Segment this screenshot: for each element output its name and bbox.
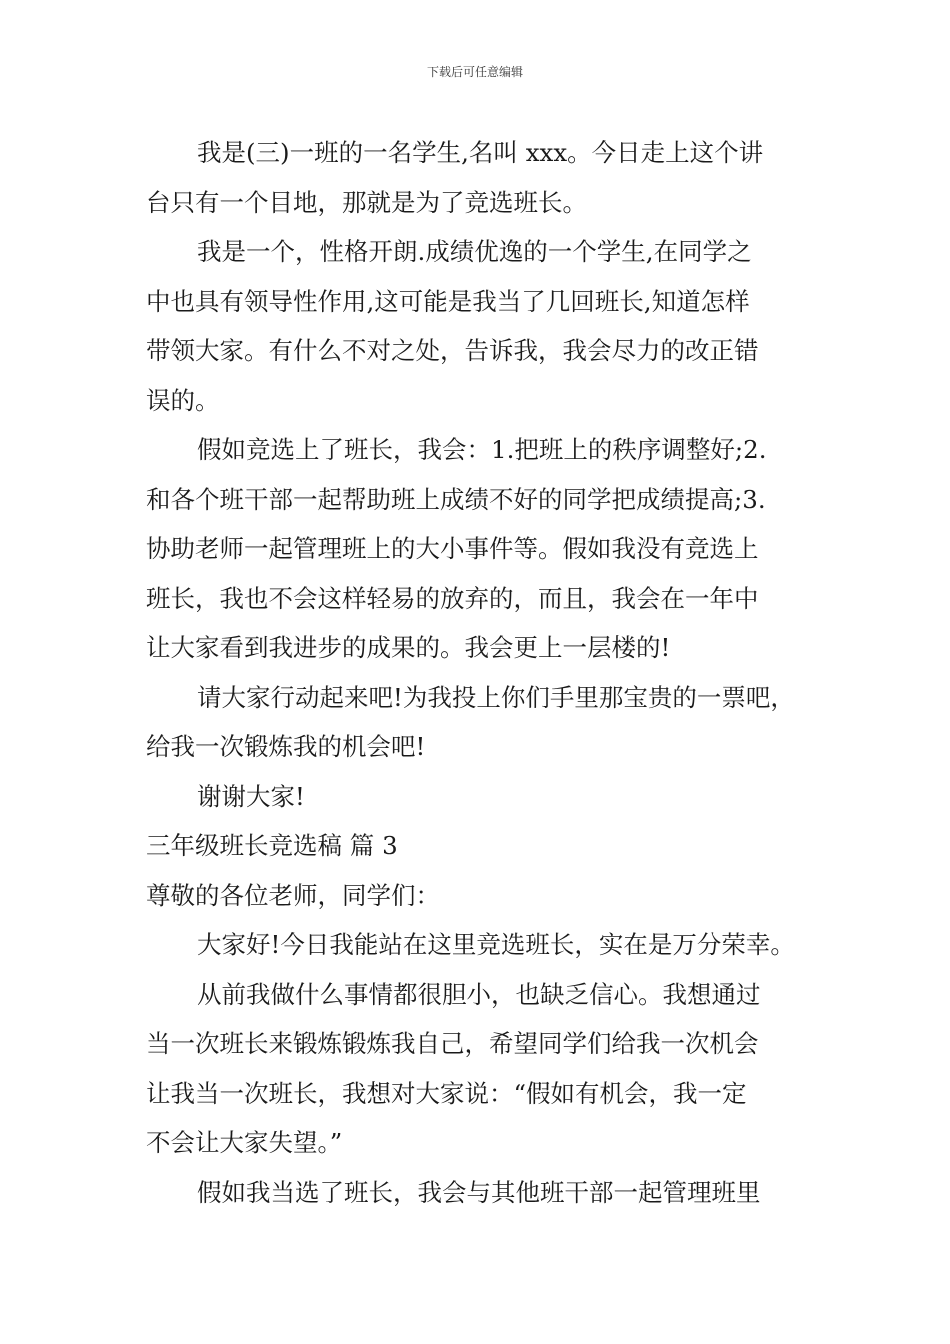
text-line: 协助老师一起管理班上的大小事件等。假如我没有竞选上 (146, 534, 759, 563)
text-line: 中也具有领导性作用,这可能是我当了几回班长,知道怎样 (146, 286, 750, 316)
text-line: 不会让大家失望。” (146, 1128, 343, 1157)
text-line: 从前我做什么事情都很胆小，也缺乏信心。我想通过 (197, 979, 761, 1009)
text-line: 带领大家。有什么不对之处，告诉我，我会尽力的改正错 (146, 336, 759, 365)
text-line: 误的。 (146, 385, 220, 415)
page-header-note: 下载后可任意编辑 (426, 65, 523, 79)
text-line: 我是(三)一班的一名学生,名叫 xxx。今日走上这个讲 (197, 138, 764, 167)
salutation: 尊敬的各位老师，同学们： (146, 880, 440, 910)
text-line: 假如我当选了班长，我会与其他班干部一起管理班里 (197, 1177, 761, 1207)
text-line: 给我一次锻炼我的机会吧! (146, 732, 426, 761)
text-line: 当一次班长来锻炼锻炼我自己，希望同学们给我一次机会 (146, 1029, 759, 1058)
document-body (146, 128, 810, 1217)
text-line: 大家好!今日我能站在这里竞选班长，实在是万分荣幸。 (197, 930, 795, 959)
text-line: 谢谢大家! (197, 781, 305, 811)
text-line: 台只有一个目地，那就是为了竞选班长。 (146, 187, 587, 217)
text-line: 请大家行动起来吧!为我投上你们手里那宝贵的一票吧， (197, 682, 795, 712)
text-line: 假如竞选上了班长，我会：1.把班上的秩序调整好;2. (197, 435, 767, 464)
text-line: 班长，我也不会这样轻易的放弃的，而且，我会在一年中 (146, 583, 759, 613)
section-heading: 三年级班长竞选稿 篇 3 (146, 831, 398, 860)
text-line: 我是一个，性格开朗.成绩优逸的一个学生,在同学之 (197, 237, 752, 266)
text-line: 和各个班干部一起帮助班上成绩不好的同学把成绩提高;3. (146, 484, 766, 514)
text-line: 让大家看到我进步的成果的。我会更上一层楼的! (146, 633, 671, 662)
text-line: 让我当一次班长，我想对大家说：“假如有机会，我一定 (146, 1078, 747, 1108)
